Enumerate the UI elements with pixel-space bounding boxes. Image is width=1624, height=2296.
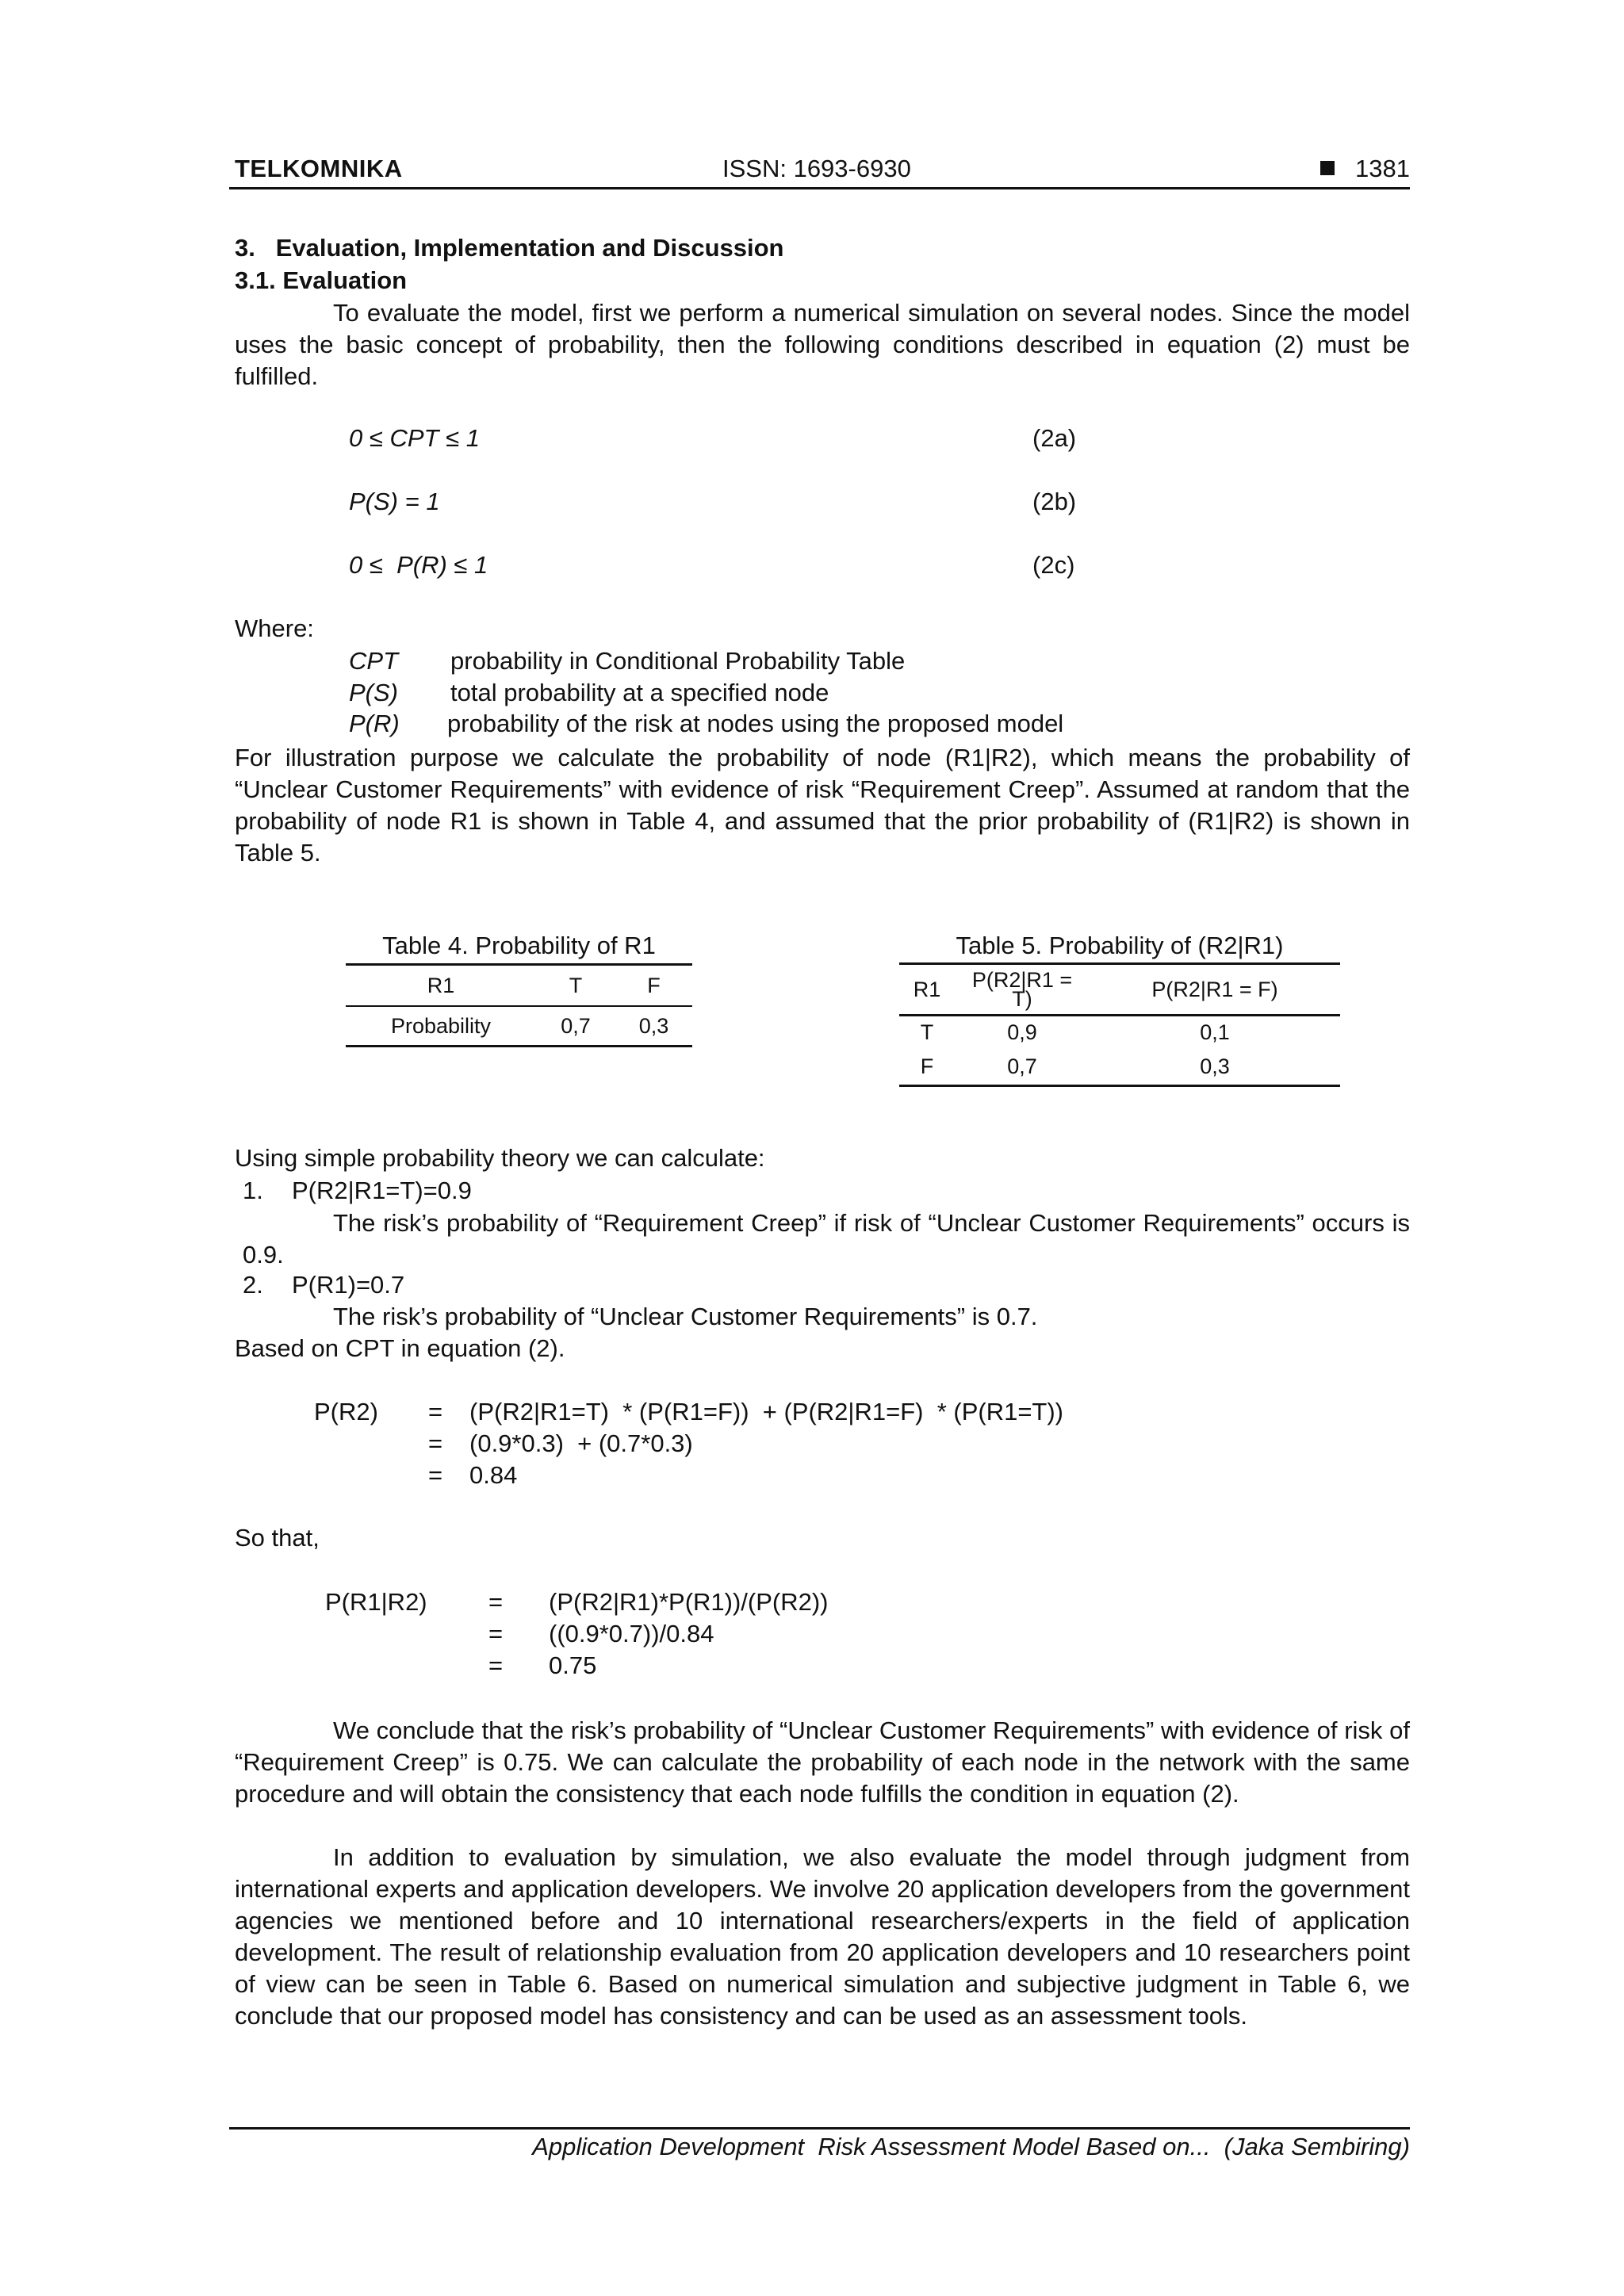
equation-2b-label: (2b) bbox=[1032, 488, 1077, 515]
table-header-cell: P(R2|R1 = T) bbox=[971, 968, 1073, 1011]
conclusion-paragraph: We conclude that the risk’s probability of “Unclear Customer Requirements” with evidence of risk of “Requirement Creep” is 0.75. We can calculate the probability of each node in the network with the same procedure and will obtain the consistency that each node fulfills the condition in equation (2). bbox=[235, 1716, 1410, 1808]
table4 bbox=[346, 963, 692, 1047]
definition-term-ps: P(S) bbox=[349, 679, 398, 706]
illustration-paragraph: For illustration purpose we calculate the probability of node (R1|R2), which means the probability of “Unclear Customer Requirements” with evidence of risk “Requirement Creep”. Assumed at random that the probability of node R1 is shown in Table 4, and assumed that the prior probability of (R1|R2) is shown in Table 5. bbox=[235, 744, 1410, 867]
definition-term-pr: P(R) bbox=[349, 710, 400, 737]
table4-caption: Table 4. Probability of R1 bbox=[382, 932, 656, 959]
list-item-1-title: P(R2|R1=T)=0.9 bbox=[292, 1177, 472, 1204]
calc2-eq-2: = bbox=[488, 1620, 504, 1647]
calc1-line-3: 0.84 bbox=[469, 1461, 518, 1489]
table-header-cell: R1 bbox=[427, 973, 455, 997]
issn: ISSN: 1693-6930 bbox=[722, 155, 911, 182]
calc-intro: Using simple probability theory we can calculate: bbox=[235, 1144, 765, 1172]
table-header-row bbox=[346, 965, 692, 1007]
journal-name: TELKOMNIKA bbox=[235, 155, 403, 182]
list-item-1-number: 1. bbox=[243, 1177, 263, 1204]
so-that-text: So that, bbox=[235, 1524, 320, 1552]
definition-term-cpt: CPT bbox=[349, 647, 398, 675]
intro-paragraph: To evaluate the model, first we perform a numerical simulation on several nodes. Since the model uses the basic concept of probability, then the following conditions described in equation (2) must be fulfilled. bbox=[235, 299, 1410, 390]
page-number: 1381 bbox=[1355, 155, 1410, 182]
table-header-row bbox=[899, 964, 1340, 1016]
table-header-cell: R1 bbox=[913, 977, 941, 1001]
calc1-line-1: (P(R2|R1=T) * (P(R1=F)) + (P(R2|R1=F) * (P(R1=T)) bbox=[469, 1398, 1064, 1425]
table-cell: Probability bbox=[390, 1013, 492, 1038]
table-cell: 0,7 bbox=[1007, 1054, 1037, 1078]
table-header-cell: T bbox=[569, 973, 583, 997]
definition-text-cpt: probability in Conditional Probability Table bbox=[450, 647, 906, 675]
table-row bbox=[899, 1048, 1340, 1086]
calc2-eq-1: = bbox=[488, 1588, 504, 1616]
equation-2c: 0 ≤ P(R) ≤ 1 bbox=[349, 551, 488, 579]
table-spacer-row bbox=[346, 1047, 692, 1048]
table-cell: 0,3 bbox=[1200, 1054, 1230, 1078]
table-cell: 0,1 bbox=[1200, 1020, 1230, 1044]
calc1-lhs: P(R2) bbox=[314, 1398, 378, 1425]
calc1-eq-1: = bbox=[428, 1398, 443, 1425]
calc1-line-2: (0.9*0.3) + (0.7*0.3) bbox=[469, 1429, 693, 1457]
equation-2a-label: (2a) bbox=[1032, 424, 1077, 452]
table-cell: T bbox=[920, 1020, 934, 1044]
equation-2c-label: (2c) bbox=[1032, 551, 1075, 579]
equation-2b: P(S) = 1 bbox=[349, 488, 440, 515]
table-row bbox=[346, 1006, 692, 1047]
calc2-eq-3: = bbox=[488, 1651, 504, 1679]
table-row bbox=[899, 1016, 1340, 1049]
footer-rule bbox=[229, 2127, 1410, 2130]
calc1-eq-2: = bbox=[428, 1429, 443, 1457]
section-heading: 3. Evaluation, Implementation and Discussion bbox=[235, 234, 784, 262]
calc2-line-1: (P(R2|R1)*P(R1))/(P(R2)) bbox=[549, 1588, 829, 1616]
definition-text-ps: total probability at a specified node bbox=[450, 679, 829, 706]
table5-caption: Table 5. Probability of (R2|R1) bbox=[956, 932, 1284, 959]
calc1-eq-3: = bbox=[428, 1461, 443, 1489]
page-header bbox=[235, 155, 1410, 189]
table-cell: 0,7 bbox=[561, 1013, 591, 1038]
table-cell: 0,3 bbox=[638, 1013, 669, 1038]
list-item-2-text: The risk’s probability of “Unclear Customer Requirements” is 0.7. bbox=[333, 1303, 1038, 1330]
table5 bbox=[899, 962, 1340, 1087]
table-cell: 0,9 bbox=[1007, 1020, 1037, 1044]
calc2-lhs: P(R1|R2) bbox=[325, 1588, 427, 1616]
page-number-block bbox=[1320, 155, 1410, 183]
list-item-2-number: 2. bbox=[243, 1271, 263, 1299]
table-cell: F bbox=[920, 1054, 934, 1078]
equation-2a: 0 ≤ CPT ≤ 1 bbox=[349, 424, 480, 452]
where-label: Where: bbox=[235, 614, 314, 642]
header-rule bbox=[229, 187, 1410, 189]
table-header-cell: P(R2|R1 = F) bbox=[1151, 977, 1278, 1001]
definition-text-pr: probability of the risk at nodes using the proposed model bbox=[447, 710, 1064, 737]
list-item-1-text: The risk’s probability of “Requirement Creep” if risk of “Unclear Customer Requirements” occurs is 0.9. bbox=[243, 1209, 1410, 1269]
evaluation-paragraph: In addition to evaluation by simulation, we also evaluate the model through judgment from international experts and application developers. We involve 20 application developers from the government agencies we mentioned before and 10 international researchers/experts in the field of application development. The result of relationship evaluation from 20 application developers and 10 researchers point of view can be seen in Table 6. Based on numerical simulation and subjective judgment in Table 6, we conclude that our proposed model has consistency and can be used as an assessment tools. bbox=[235, 1843, 1410, 2030]
square-bullet-icon bbox=[1320, 161, 1335, 175]
calc2-line-3: 0.75 bbox=[549, 1651, 597, 1679]
calc2-line-2: ((0.9*0.7))/0.84 bbox=[549, 1620, 714, 1647]
page-footer: Application Development Risk Assessment Model Based on... (Jaka Sembiring) bbox=[532, 2133, 1410, 2160]
based-on-text: Based on CPT in equation (2). bbox=[235, 1334, 565, 1362]
list-item-2-title: P(R1)=0.7 bbox=[292, 1271, 405, 1299]
subsection-heading: 3.1. Evaluation bbox=[235, 266, 408, 294]
table-header-cell: F bbox=[647, 973, 661, 997]
